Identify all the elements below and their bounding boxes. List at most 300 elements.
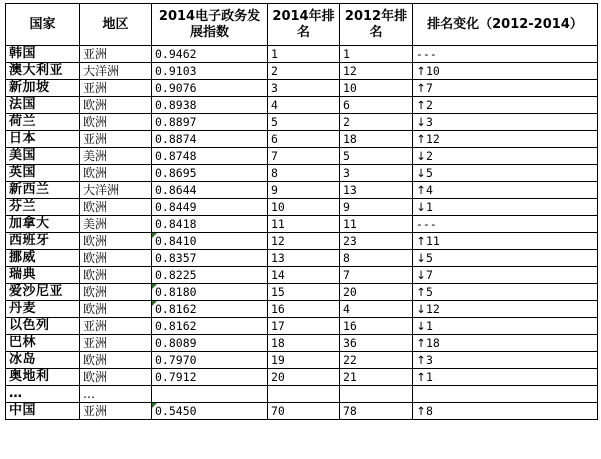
rank-2012-cell[interactable] [340, 318, 413, 335]
table-row [6, 369, 598, 386]
rank-change-text: 11 [426, 234, 440, 248]
rank-2012-cell[interactable] [340, 284, 413, 301]
rank-2012-cell-text: 9 [343, 200, 350, 214]
country-cell-text: 日本 [9, 131, 37, 146]
table-row [6, 267, 598, 284]
rank-2012-cell[interactable] [340, 165, 413, 182]
rank-2014-cell-text: 5 [271, 115, 278, 129]
rank-change-cell[interactable] [413, 403, 598, 420]
rank-2014-cell[interactable] [268, 148, 340, 165]
cell-marker-icon [152, 301, 157, 306]
rank-change-text: 1 [426, 319, 433, 333]
index-cell[interactable] [152, 46, 268, 63]
rank-change-text: 2 [426, 98, 433, 112]
country-cell[interactable] [6, 335, 80, 352]
country-cell-text: 美国 [9, 148, 37, 163]
index-cell[interactable] [152, 97, 268, 114]
rank-change-text: 4 [426, 183, 433, 197]
index-cell-text: 0.8897 [155, 115, 197, 129]
rank-change-text: 12 [426, 132, 440, 146]
country-cell[interactable] [6, 301, 80, 318]
header-index[interactable]: 2014电子政务发展指数 [152, 4, 268, 46]
rank-2012-cell-text: 4 [343, 302, 350, 316]
rank-2012-cell[interactable] [340, 46, 413, 63]
header-rank-2014[interactable]: 2014年排名 [268, 4, 340, 46]
index-cell-text: 0.8162 [155, 302, 197, 316]
region-cell[interactable] [80, 46, 152, 63]
rank-2012-cell[interactable] [340, 403, 413, 420]
country-cell-text: 瑞典 [9, 267, 37, 282]
country-cell[interactable] [6, 284, 80, 301]
region-cell[interactable] [80, 335, 152, 352]
rank-2012-cell[interactable] [340, 131, 413, 148]
rank-2012-cell[interactable] [340, 182, 413, 199]
region-cell-text: 美洲 [83, 217, 108, 231]
rank-change-cell[interactable] [413, 216, 598, 233]
country-cell[interactable] [6, 114, 80, 131]
region-cell[interactable] [80, 80, 152, 97]
rank-2012-cell[interactable] [340, 114, 413, 131]
region-cell[interactable] [80, 63, 152, 80]
arrow-down-icon: ↓ [416, 251, 426, 265]
header-country[interactable]: 国家 [6, 4, 80, 46]
country-cell[interactable] [6, 250, 80, 267]
rank-2014-cell[interactable] [268, 131, 340, 148]
rank-change-cell[interactable] [413, 318, 598, 335]
region-cell[interactable] [80, 148, 152, 165]
rank-2014-cell[interactable] [268, 80, 340, 97]
index-cell[interactable] [152, 335, 268, 352]
rank-2014-cell-text: 15 [271, 285, 285, 299]
index-cell[interactable] [152, 114, 268, 131]
rank-change-text: 12 [426, 302, 440, 316]
rank-2012-cell-text: 22 [343, 353, 357, 367]
rank-2014-cell-text: 9 [271, 183, 278, 197]
rank-2014-cell-text: 1 [271, 47, 278, 61]
rank-2012-cell-text: 3 [343, 166, 350, 180]
rank-2012-cell-text: 13 [343, 183, 357, 197]
index-cell[interactable] [152, 131, 268, 148]
arrow-up-icon: ↑ [416, 98, 426, 112]
rank-2014-cell[interactable] [268, 284, 340, 301]
arrow-down-icon: ↓ [416, 319, 426, 333]
rank-2014-cell-text: 3 [271, 81, 278, 95]
rank-change-text: --- [416, 217, 437, 231]
region-cell[interactable] [80, 386, 152, 403]
index-cell[interactable] [152, 250, 268, 267]
arrow-up-icon: ↑ [416, 336, 426, 350]
index-cell-text: 0.8748 [155, 149, 197, 163]
rank-2014-cell-text: 19 [271, 353, 285, 367]
region-cell-text: 欧洲 [83, 98, 108, 112]
region-cell-text: 欧洲 [83, 234, 108, 248]
index-cell[interactable] [152, 165, 268, 182]
cell-marker-icon [152, 233, 157, 238]
rank-change-cell[interactable] [413, 250, 598, 267]
table-row [6, 250, 598, 267]
header-row [6, 4, 598, 46]
header-rank-change[interactable]: 排名变化（2012-2014） [413, 4, 598, 46]
rank-change-cell[interactable] [413, 301, 598, 318]
index-cell-text: 0.9103 [155, 64, 197, 78]
rank-2014-cell[interactable] [268, 199, 340, 216]
rank-2014-cell-text: 70 [271, 404, 285, 418]
cell-marker-icon [152, 403, 157, 408]
arrow-up-icon: ↑ [416, 81, 426, 95]
table-row [6, 403, 598, 420]
rank-change-cell[interactable] [413, 199, 598, 216]
country-cell[interactable] [6, 403, 80, 420]
rank-2014-cell[interactable] [268, 250, 340, 267]
country-cell-text: … [9, 386, 23, 401]
rank-change-text: 8 [426, 404, 433, 418]
rank-2012-cell-text: 23 [343, 234, 357, 248]
region-cell[interactable] [80, 301, 152, 318]
rank-2012-cell[interactable] [340, 267, 413, 284]
country-cell[interactable] [6, 165, 80, 182]
rank-2012-cell-text: 1 [343, 47, 350, 61]
country-cell[interactable] [6, 182, 80, 199]
rank-2014-cell-text: 10 [271, 200, 285, 214]
arrow-up-icon: ↑ [416, 370, 426, 384]
rank-2014-cell[interactable] [268, 403, 340, 420]
index-cell[interactable] [152, 148, 268, 165]
rank-2014-cell[interactable] [268, 216, 340, 233]
rank-2012-cell[interactable] [340, 148, 413, 165]
rank-change-text: 7 [426, 268, 433, 282]
country-cell-text: 挪威 [9, 250, 37, 265]
index-cell-text: 0.9462 [155, 47, 197, 61]
index-cell-text: 0.8449 [155, 200, 197, 214]
table-row [6, 335, 598, 352]
index-cell-text: 0.8695 [155, 166, 197, 180]
country-cell-text: 英国 [9, 165, 37, 180]
rank-2014-cell[interactable] [268, 63, 340, 80]
region-cell-text: 亚洲 [83, 404, 108, 418]
region-cell-text: … [83, 387, 95, 401]
country-cell[interactable] [6, 318, 80, 335]
table-row [6, 216, 598, 233]
rank-2014-cell[interactable] [268, 369, 340, 386]
rank-2012-cell[interactable] [340, 80, 413, 97]
rank-2014-cell[interactable] [268, 97, 340, 114]
rank-change-text: 3 [426, 115, 433, 129]
rank-2014-cell[interactable] [268, 318, 340, 335]
rank-change-cell[interactable] [413, 182, 598, 199]
region-cell[interactable] [80, 369, 152, 386]
index-cell-text: 0.8418 [155, 217, 197, 231]
region-cell-text: 欧洲 [83, 268, 108, 282]
region-cell-text: 美洲 [83, 149, 108, 163]
arrow-up-icon: ↑ [416, 353, 426, 367]
table-row [6, 182, 598, 199]
rank-2014-cell-text: 7 [271, 149, 278, 163]
country-cell[interactable] [6, 216, 80, 233]
country-cell[interactable] [6, 233, 80, 250]
table-row [6, 199, 598, 216]
rank-change-text: 3 [426, 353, 433, 367]
index-cell[interactable] [152, 63, 268, 80]
rank-2012-cell-text: 8 [343, 251, 350, 265]
index-cell-text: 0.8180 [155, 285, 197, 299]
region-cell-text: 欧洲 [83, 302, 108, 316]
region-cell-text: 亚洲 [83, 47, 108, 61]
country-cell[interactable] [6, 97, 80, 114]
country-cell-text: 冰岛 [9, 352, 37, 367]
rank-2012-cell[interactable] [340, 199, 413, 216]
rank-2012-cell-text: 18 [343, 132, 357, 146]
country-cell-text: 爱沙尼亚 [9, 284, 64, 299]
country-cell-text: 新加坡 [9, 80, 50, 95]
rank-change-text: --- [416, 47, 437, 61]
country-cell[interactable] [6, 199, 80, 216]
rank-2012-cell-text: 6 [343, 98, 350, 112]
country-cell-text: 澳大利亚 [9, 63, 64, 78]
table-row [6, 80, 598, 97]
table-row [6, 131, 598, 148]
index-cell-text: 0.8089 [155, 336, 197, 350]
country-cell[interactable] [6, 80, 80, 97]
arrow-down-icon: ↓ [416, 268, 426, 282]
table-row [6, 318, 598, 335]
country-cell-text: 奥地利 [9, 369, 50, 384]
country-cell[interactable] [6, 46, 80, 63]
arrow-up-icon: ↑ [416, 183, 426, 197]
rank-2012-cell[interactable] [340, 369, 413, 386]
country-cell[interactable] [6, 148, 80, 165]
rank-2012-cell-text: 5 [343, 149, 350, 163]
rank-2012-cell-text: 7 [343, 268, 350, 282]
table-row [6, 352, 598, 369]
region-cell[interactable] [80, 165, 152, 182]
region-cell-text: 欧洲 [83, 353, 108, 367]
rank-change-text: 5 [426, 166, 433, 180]
region-cell-text: 大洋洲 [83, 183, 120, 197]
rank-2012-cell[interactable] [340, 352, 413, 369]
table-row [6, 148, 598, 165]
table-row [6, 63, 598, 80]
rank-2014-cell-text: 11 [271, 217, 285, 231]
index-cell[interactable] [152, 233, 268, 250]
rank-change-cell[interactable] [413, 335, 598, 352]
country-cell-text: 新西兰 [9, 182, 50, 197]
table-row [6, 114, 598, 131]
index-cell[interactable] [152, 284, 268, 301]
rank-2014-cell[interactable] [268, 267, 340, 284]
rank-2014-cell-text: 8 [271, 166, 278, 180]
region-cell[interactable] [80, 318, 152, 335]
rank-change-cell[interactable] [413, 148, 598, 165]
arrow-down-icon: ↓ [416, 200, 426, 214]
arrow-up-icon: ↑ [416, 234, 426, 248]
arrow-up-icon: ↑ [416, 132, 426, 146]
rank-2014-cell[interactable] [268, 386, 340, 403]
country-cell[interactable] [6, 352, 80, 369]
table-row [6, 386, 598, 403]
index-cell[interactable] [152, 403, 268, 420]
index-cell[interactable] [152, 182, 268, 199]
rank-change-text: 2 [426, 149, 433, 163]
index-cell-text: 0.8225 [155, 268, 197, 282]
country-cell-text: 荷兰 [9, 114, 37, 129]
rank-2012-cell-text: 12 [343, 64, 357, 78]
rank-change-cell[interactable] [413, 165, 598, 182]
region-cell[interactable] [80, 233, 152, 250]
rank-2012-cell[interactable] [340, 301, 413, 318]
index-cell-text: 0.8874 [155, 132, 197, 146]
rank-2012-cell[interactable] [340, 63, 413, 80]
rank-2014-cell-text: 18 [271, 336, 285, 350]
rank-2014-cell[interactable] [268, 301, 340, 318]
region-cell[interactable] [80, 267, 152, 284]
cell-marker-icon [152, 284, 157, 289]
index-cell[interactable] [152, 369, 268, 386]
rank-2012-cell-text: 10 [343, 81, 357, 95]
region-cell[interactable] [80, 182, 152, 199]
rank-change-text: 7 [426, 81, 433, 95]
rank-2012-cell[interactable] [340, 250, 413, 267]
country-cell-text: 韩国 [9, 46, 37, 61]
index-cell-text: 0.7970 [155, 353, 197, 367]
rank-change-cell[interactable] [413, 267, 598, 284]
region-cell-text: 欧洲 [83, 251, 108, 265]
region-cell-text: 亚洲 [83, 319, 108, 333]
header-region[interactable]: 地区 [80, 4, 152, 46]
rank-2012-cell[interactable] [340, 233, 413, 250]
arrow-up-icon: ↑ [416, 404, 426, 418]
rank-2014-cell-text: 16 [271, 302, 285, 316]
rank-2012-cell-text: 36 [343, 336, 357, 350]
index-cell[interactable] [152, 301, 268, 318]
rank-2012-cell-text: 78 [343, 404, 357, 418]
rank-change-cell[interactable] [413, 131, 598, 148]
rank-2012-cell[interactable] [340, 335, 413, 352]
rank-2014-cell-text: 17 [271, 319, 285, 333]
country-cell[interactable] [6, 267, 80, 284]
index-cell-text: 0.9076 [155, 81, 197, 95]
index-cell-text: 0.8938 [155, 98, 197, 112]
rank-2014-cell[interactable] [268, 233, 340, 250]
rank-2014-cell[interactable] [268, 114, 340, 131]
rank-2014-cell-text: 4 [271, 98, 278, 112]
index-cell-text: 0.7912 [155, 370, 197, 384]
rank-change-text: 1 [426, 200, 433, 214]
rank-2012-cell-text: 21 [343, 370, 357, 384]
table-row [6, 97, 598, 114]
rank-change-cell[interactable] [413, 97, 598, 114]
index-cell-text: 0.8162 [155, 319, 197, 333]
region-cell[interactable] [80, 216, 152, 233]
rank-change-text: 1 [426, 370, 433, 384]
rank-2014-cell[interactable] [268, 182, 340, 199]
index-cell-text: 0.8644 [155, 183, 197, 197]
rank-2014-cell[interactable] [268, 165, 340, 182]
rank-change-cell[interactable] [413, 352, 598, 369]
index-cell[interactable] [152, 199, 268, 216]
rank-change-text: 10 [426, 64, 440, 78]
arrow-up-icon: ↑ [416, 64, 426, 78]
region-cell[interactable] [80, 131, 152, 148]
rank-2014-cell-text: 2 [271, 64, 278, 78]
index-cell-text: 0.8410 [155, 234, 197, 248]
country-cell-text: 以色列 [9, 318, 50, 333]
rank-change-cell[interactable] [413, 233, 598, 250]
rank-change-cell[interactable] [413, 369, 598, 386]
rank-2012-cell-text: 11 [343, 217, 357, 231]
country-cell-text: 加拿大 [9, 216, 50, 231]
table-row [6, 165, 598, 182]
rank-change-cell[interactable] [413, 114, 598, 131]
header-rank-2012[interactable]: 2012年排名 [340, 4, 413, 46]
rank-2014-cell-text: 20 [271, 370, 285, 384]
rank-change-cell[interactable] [413, 80, 598, 97]
country-cell[interactable] [6, 131, 80, 148]
table-row [6, 284, 598, 301]
rank-2012-cell[interactable] [340, 216, 413, 233]
table-row [6, 233, 598, 250]
rank-change-text: 5 [426, 251, 433, 265]
country-cell[interactable] [6, 386, 80, 403]
country-cell[interactable] [6, 369, 80, 386]
index-cell[interactable] [152, 216, 268, 233]
index-cell[interactable] [152, 318, 268, 335]
region-cell[interactable] [80, 114, 152, 131]
rank-2014-cell-text: 12 [271, 234, 285, 248]
region-cell[interactable] [80, 250, 152, 267]
rank-change-cell[interactable] [413, 284, 598, 301]
rank-2014-cell[interactable] [268, 352, 340, 369]
index-cell[interactable] [152, 80, 268, 97]
country-cell-text: 芬兰 [9, 199, 37, 214]
index-cell[interactable] [152, 386, 268, 403]
arrow-down-icon: ↓ [416, 149, 426, 163]
index-cell[interactable] [152, 267, 268, 284]
country-cell-text: 丹麦 [9, 301, 37, 316]
region-cell-text: 欧洲 [83, 115, 108, 129]
region-cell[interactable] [80, 352, 152, 369]
region-cell[interactable] [80, 403, 152, 420]
region-cell[interactable] [80, 199, 152, 216]
rank-change-cell[interactable] [413, 46, 598, 63]
region-cell-text: 亚洲 [83, 132, 108, 146]
index-cell-text: 0.5450 [155, 404, 197, 418]
country-cell[interactable] [6, 63, 80, 80]
rank-2012-cell-text: 20 [343, 285, 357, 299]
rank-change-cell[interactable] [413, 63, 598, 80]
region-cell-text: 欧洲 [83, 285, 108, 299]
rank-change-text: 5 [426, 285, 433, 299]
rank-change-text: 18 [426, 336, 440, 350]
rank-2012-cell[interactable] [340, 386, 413, 403]
rank-2014-cell[interactable] [268, 46, 340, 63]
table-row [6, 46, 598, 63]
index-cell[interactable] [152, 352, 268, 369]
rank-change-cell[interactable] [413, 386, 598, 403]
rank-2014-cell-text: 13 [271, 251, 285, 265]
country-cell-text: 法国 [9, 97, 37, 112]
arrow-up-icon: ↑ [416, 285, 426, 299]
table-row [6, 301, 598, 318]
region-cell-text: 亚洲 [83, 81, 108, 95]
country-cell-text: 巴林 [9, 335, 37, 350]
region-cell-text: 欧洲 [83, 370, 108, 384]
rank-2014-cell[interactable] [268, 335, 340, 352]
rank-2012-cell-text: 2 [343, 115, 350, 129]
index-cell-text: 0.8357 [155, 251, 197, 265]
region-cell[interactable] [80, 97, 152, 114]
region-cell[interactable] [80, 284, 152, 301]
rank-2012-cell[interactable] [340, 97, 413, 114]
